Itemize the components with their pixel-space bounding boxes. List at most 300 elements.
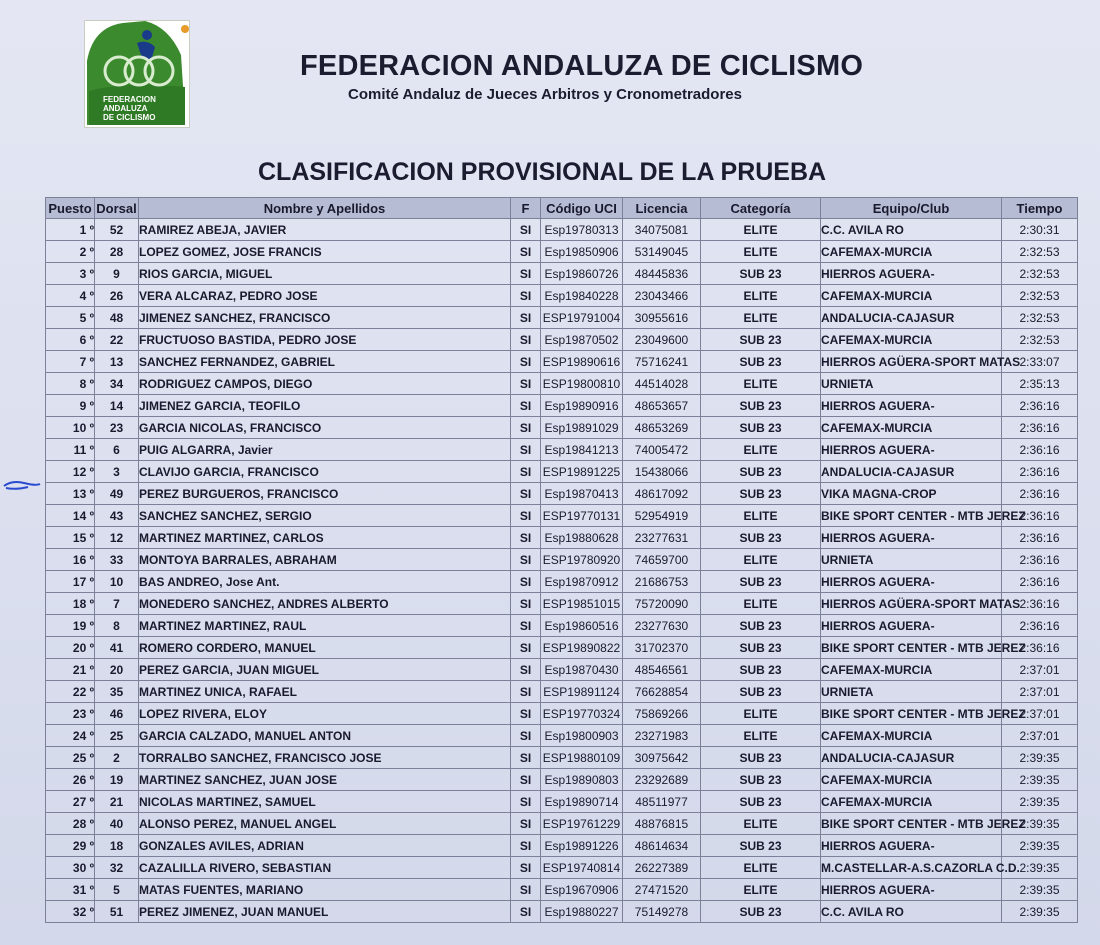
time-cell: 2:32:53 bbox=[1002, 241, 1078, 263]
uci-code-cell: Esp19840228 bbox=[541, 285, 623, 307]
f-cell: SI bbox=[511, 241, 541, 263]
dorsal-cell: 2 bbox=[95, 747, 139, 769]
f-cell: SI bbox=[511, 659, 541, 681]
license-cell: 76628854 bbox=[623, 681, 701, 703]
table-row bbox=[46, 571, 1078, 593]
team-cell: CAFEMAX-MURCIA bbox=[821, 417, 1002, 439]
col-dorsal: Dorsal bbox=[95, 198, 139, 219]
category-cell: SUB 23 bbox=[701, 329, 821, 351]
category-cell: ELITE bbox=[701, 241, 821, 263]
dorsal-cell: 5 bbox=[95, 879, 139, 901]
table-row bbox=[46, 681, 1078, 703]
team-cell: HIERROS AGUERA- bbox=[821, 571, 1002, 593]
position-cell: 9 º bbox=[46, 395, 95, 417]
dorsal-cell: 3 bbox=[95, 461, 139, 483]
position-cell: 28 º bbox=[46, 813, 95, 835]
license-cell: 74659700 bbox=[623, 549, 701, 571]
rider-name-cell: ROMERO CORDERO, MANUEL bbox=[139, 637, 511, 659]
uci-code-cell: ESP19890616 bbox=[541, 351, 623, 373]
position-cell: 2 º bbox=[46, 241, 95, 263]
f-cell: SI bbox=[511, 219, 541, 241]
table-row bbox=[46, 241, 1078, 263]
table-row bbox=[46, 307, 1078, 329]
position-cell: 27 º bbox=[46, 791, 95, 813]
table-row bbox=[46, 835, 1078, 857]
position-cell: 25 º bbox=[46, 747, 95, 769]
team-cell: CAFEMAX-MURCIA bbox=[821, 241, 1002, 263]
uci-code-cell: ESP19880109 bbox=[541, 747, 623, 769]
f-cell: SI bbox=[511, 769, 541, 791]
uci-code-cell: Esp19850906 bbox=[541, 241, 623, 263]
f-cell: SI bbox=[511, 351, 541, 373]
license-cell: 23292689 bbox=[623, 769, 701, 791]
committee-subtitle: Comité Andaluz de Jueces Arbitros y Cronometradores bbox=[348, 86, 742, 103]
federation-logo bbox=[84, 20, 190, 128]
table-row bbox=[46, 879, 1078, 901]
f-cell: SI bbox=[511, 505, 541, 527]
uci-code-cell: Esp19860516 bbox=[541, 615, 623, 637]
uci-code-cell: Esp19870502 bbox=[541, 329, 623, 351]
table-row bbox=[46, 901, 1078, 923]
time-cell: 2:39:35 bbox=[1002, 747, 1078, 769]
dorsal-cell: 10 bbox=[95, 571, 139, 593]
rider-name-cell: PEREZ GARCIA, JUAN MIGUEL bbox=[139, 659, 511, 681]
table-row bbox=[46, 329, 1078, 351]
team-cell: CAFEMAX-MURCIA bbox=[821, 659, 1002, 681]
table-row bbox=[46, 439, 1078, 461]
time-cell: 2:36:16 bbox=[1002, 527, 1078, 549]
rider-name-cell: PEREZ BURGUEROS, FRANCISCO bbox=[139, 483, 511, 505]
f-cell: SI bbox=[511, 395, 541, 417]
team-cell: HIERROS AGUERA- bbox=[821, 395, 1002, 417]
team-cell: HIERROS AGÜERA-SPORT MATAS bbox=[821, 593, 1002, 615]
time-cell: 2:32:53 bbox=[1002, 263, 1078, 285]
team-cell: BIKE SPORT CENTER - MTB JEREZ bbox=[821, 505, 1002, 527]
dorsal-cell: 13 bbox=[95, 351, 139, 373]
license-cell: 75720090 bbox=[623, 593, 701, 615]
table-row bbox=[46, 219, 1078, 241]
uci-code-cell: Esp19800903 bbox=[541, 725, 623, 747]
time-cell: 2:37:01 bbox=[1002, 703, 1078, 725]
dorsal-cell: 26 bbox=[95, 285, 139, 307]
time-cell: 2:36:16 bbox=[1002, 417, 1078, 439]
team-cell: CAFEMAX-MURCIA bbox=[821, 285, 1002, 307]
col-f: F bbox=[511, 198, 541, 219]
f-cell: SI bbox=[511, 439, 541, 461]
license-cell: 48653657 bbox=[623, 395, 701, 417]
rider-name-cell: VERA ALCARAZ, PEDRO JOSE bbox=[139, 285, 511, 307]
col-nombre: Nombre y Apellidos bbox=[139, 198, 511, 219]
license-cell: 31702370 bbox=[623, 637, 701, 659]
rider-name-cell: MARTINEZ SANCHEZ, JUAN JOSE bbox=[139, 769, 511, 791]
time-cell: 2:36:16 bbox=[1002, 593, 1078, 615]
f-cell: SI bbox=[511, 703, 541, 725]
team-cell: BIKE SPORT CENTER - MTB JEREZ bbox=[821, 703, 1002, 725]
rider-name-cell: TORRALBO SANCHEZ, FRANCISCO JOSE bbox=[139, 747, 511, 769]
rider-name-cell: CAZALILLA RIVERO, SEBASTIAN bbox=[139, 857, 511, 879]
dorsal-cell: 40 bbox=[95, 813, 139, 835]
uci-code-cell: ESP19800810 bbox=[541, 373, 623, 395]
time-cell: 2:36:16 bbox=[1002, 483, 1078, 505]
f-cell: SI bbox=[511, 263, 541, 285]
dorsal-cell: 25 bbox=[95, 725, 139, 747]
time-cell: 2:32:53 bbox=[1002, 307, 1078, 329]
time-cell: 2:39:35 bbox=[1002, 857, 1078, 879]
time-cell: 2:39:35 bbox=[1002, 835, 1078, 857]
team-cell: BIKE SPORT CENTER - MTB JEREZ bbox=[821, 813, 1002, 835]
position-cell: 13 º bbox=[46, 483, 95, 505]
dorsal-cell: 6 bbox=[95, 439, 139, 461]
f-cell: SI bbox=[511, 791, 541, 813]
uci-code-cell: Esp19890803 bbox=[541, 769, 623, 791]
dorsal-cell: 23 bbox=[95, 417, 139, 439]
time-cell: 2:37:01 bbox=[1002, 681, 1078, 703]
dorsal-cell: 9 bbox=[95, 263, 139, 285]
federation-title: FEDERACION ANDALUZA DE CICLISMO bbox=[300, 50, 864, 82]
time-cell: 2:39:35 bbox=[1002, 879, 1078, 901]
team-cell: HIERROS AGUERA- bbox=[821, 527, 1002, 549]
team-cell: ANDALUCIA-CAJASUR bbox=[821, 461, 1002, 483]
dorsal-cell: 48 bbox=[95, 307, 139, 329]
license-cell: 21686753 bbox=[623, 571, 701, 593]
rider-name-cell: GARCIA NICOLAS, FRANCISCO bbox=[139, 417, 511, 439]
dorsal-cell: 49 bbox=[95, 483, 139, 505]
license-cell: 30975642 bbox=[623, 747, 701, 769]
license-cell: 44514028 bbox=[623, 373, 701, 395]
time-cell: 2:39:35 bbox=[1002, 813, 1078, 835]
position-cell: 31 º bbox=[46, 879, 95, 901]
category-cell: ELITE bbox=[701, 549, 821, 571]
license-cell: 48445836 bbox=[623, 263, 701, 285]
license-cell: 48876815 bbox=[623, 813, 701, 835]
table-row bbox=[46, 285, 1078, 307]
table-row bbox=[46, 813, 1078, 835]
table-row bbox=[46, 263, 1078, 285]
team-cell: M.CASTELLAR-A.S.CAZORLA C.D. bbox=[821, 857, 1002, 879]
team-cell: CAFEMAX-MURCIA bbox=[821, 769, 1002, 791]
time-cell: 2:36:16 bbox=[1002, 439, 1078, 461]
dorsal-cell: 19 bbox=[95, 769, 139, 791]
classification-heading: CLASIFICACION PROVISIONAL DE LA PRUEBA bbox=[258, 158, 827, 186]
license-cell: 23277631 bbox=[623, 527, 701, 549]
f-cell: SI bbox=[511, 857, 541, 879]
license-cell: 48617092 bbox=[623, 483, 701, 505]
category-cell: SUB 23 bbox=[701, 637, 821, 659]
rider-name-cell: PUIG ALGARRA, Javier bbox=[139, 439, 511, 461]
uci-code-cell: Esp19780313 bbox=[541, 219, 623, 241]
category-cell: SUB 23 bbox=[701, 263, 821, 285]
license-cell: 34075081 bbox=[623, 219, 701, 241]
uci-code-cell: Esp19891226 bbox=[541, 835, 623, 857]
table-row bbox=[46, 593, 1078, 615]
position-cell: 30 º bbox=[46, 857, 95, 879]
category-cell: ELITE bbox=[701, 703, 821, 725]
category-cell: SUB 23 bbox=[701, 571, 821, 593]
category-cell: ELITE bbox=[701, 307, 821, 329]
table-row bbox=[46, 527, 1078, 549]
time-cell: 2:36:16 bbox=[1002, 395, 1078, 417]
rider-name-cell: SANCHEZ SANCHEZ, SERGIO bbox=[139, 505, 511, 527]
col-categoria: Categoría bbox=[701, 198, 821, 219]
position-cell: 26 º bbox=[46, 769, 95, 791]
position-cell: 22 º bbox=[46, 681, 95, 703]
time-cell: 2:30:31 bbox=[1002, 219, 1078, 241]
uci-code-cell: Esp19891029 bbox=[541, 417, 623, 439]
table-row bbox=[46, 703, 1078, 725]
category-cell: SUB 23 bbox=[701, 527, 821, 549]
category-cell: SUB 23 bbox=[701, 681, 821, 703]
uci-code-cell: ESP19740814 bbox=[541, 857, 623, 879]
rider-name-cell: MONTOYA BARRALES, ABRAHAM bbox=[139, 549, 511, 571]
uci-code-cell: ESP19770324 bbox=[541, 703, 623, 725]
time-cell: 2:36:16 bbox=[1002, 461, 1078, 483]
rider-name-cell: CLAVIJO GARCIA, FRANCISCO bbox=[139, 461, 511, 483]
category-cell: ELITE bbox=[701, 219, 821, 241]
time-cell: 2:37:01 bbox=[1002, 659, 1078, 681]
position-cell: 19 º bbox=[46, 615, 95, 637]
team-cell: HIERROS AGUERA- bbox=[821, 263, 1002, 285]
pen-mark-icon bbox=[2, 478, 42, 492]
license-cell: 23271983 bbox=[623, 725, 701, 747]
results-table bbox=[45, 197, 1078, 923]
category-cell: ELITE bbox=[701, 505, 821, 527]
logo-lettering: FEDERACION ANDALUZA DE CICLISMO bbox=[103, 95, 156, 122]
position-cell: 32 º bbox=[46, 901, 95, 923]
dorsal-cell: 12 bbox=[95, 527, 139, 549]
table-row bbox=[46, 747, 1078, 769]
position-cell: 10 º bbox=[46, 417, 95, 439]
category-cell: SUB 23 bbox=[701, 615, 821, 637]
uci-code-cell: ESP19761229 bbox=[541, 813, 623, 835]
f-cell: SI bbox=[511, 285, 541, 307]
position-cell: 5 º bbox=[46, 307, 95, 329]
rider-name-cell: MATAS FUENTES, MARIANO bbox=[139, 879, 511, 901]
rider-name-cell: NICOLAS MARTINEZ, SAMUEL bbox=[139, 791, 511, 813]
dorsal-cell: 52 bbox=[95, 219, 139, 241]
category-cell: SUB 23 bbox=[701, 747, 821, 769]
rider-name-cell: MARTINEZ MARTINEZ, CARLOS bbox=[139, 527, 511, 549]
uci-code-cell: Esp19880227 bbox=[541, 901, 623, 923]
uci-code-cell: ESP19851015 bbox=[541, 593, 623, 615]
license-cell: 48653269 bbox=[623, 417, 701, 439]
col-tiempo: Tiempo bbox=[1002, 198, 1078, 219]
time-cell: 2:37:01 bbox=[1002, 725, 1078, 747]
table-row bbox=[46, 637, 1078, 659]
license-cell: 26227389 bbox=[623, 857, 701, 879]
dorsal-cell: 7 bbox=[95, 593, 139, 615]
uci-code-cell: Esp19880628 bbox=[541, 527, 623, 549]
rider-name-cell: GONZALES AVILES, ADRIAN bbox=[139, 835, 511, 857]
uci-code-cell: ESP19891225 bbox=[541, 461, 623, 483]
uci-code-cell: ESP19780920 bbox=[541, 549, 623, 571]
position-cell: 4 º bbox=[46, 285, 95, 307]
f-cell: SI bbox=[511, 461, 541, 483]
position-cell: 29 º bbox=[46, 835, 95, 857]
position-cell: 23 º bbox=[46, 703, 95, 725]
team-cell: HIERROS AGÜERA-SPORT MATAS bbox=[821, 351, 1002, 373]
f-cell: SI bbox=[511, 835, 541, 857]
time-cell: 2:32:53 bbox=[1002, 285, 1078, 307]
f-cell: SI bbox=[511, 571, 541, 593]
table-header-row bbox=[46, 198, 1078, 219]
team-cell: C.C. AVILA RO bbox=[821, 901, 1002, 923]
dorsal-cell: 33 bbox=[95, 549, 139, 571]
results-body bbox=[46, 219, 1078, 923]
time-cell: 2:33:07 bbox=[1002, 351, 1078, 373]
category-cell: SUB 23 bbox=[701, 901, 821, 923]
uci-code-cell: Esp19870413 bbox=[541, 483, 623, 505]
rider-name-cell: LOPEZ GOMEZ, JOSE FRANCIS bbox=[139, 241, 511, 263]
dorsal-cell: 51 bbox=[95, 901, 139, 923]
table-row bbox=[46, 615, 1078, 637]
position-cell: 16 º bbox=[46, 549, 95, 571]
f-cell: SI bbox=[511, 901, 541, 923]
category-cell: ELITE bbox=[701, 879, 821, 901]
f-cell: SI bbox=[511, 307, 541, 329]
position-cell: 20 º bbox=[46, 637, 95, 659]
dorsal-cell: 34 bbox=[95, 373, 139, 395]
dorsal-cell: 28 bbox=[95, 241, 139, 263]
dorsal-cell: 8 bbox=[95, 615, 139, 637]
time-cell: 2:39:35 bbox=[1002, 791, 1078, 813]
position-cell: 15 º bbox=[46, 527, 95, 549]
license-cell: 48546561 bbox=[623, 659, 701, 681]
dorsal-cell: 18 bbox=[95, 835, 139, 857]
dorsal-cell: 41 bbox=[95, 637, 139, 659]
table-row bbox=[46, 505, 1078, 527]
uci-code-cell: ESP19890822 bbox=[541, 637, 623, 659]
position-cell: 1 º bbox=[46, 219, 95, 241]
time-cell: 2:35:13 bbox=[1002, 373, 1078, 395]
category-cell: SUB 23 bbox=[701, 461, 821, 483]
uci-code-cell: Esp19870912 bbox=[541, 571, 623, 593]
position-cell: 12 º bbox=[46, 461, 95, 483]
dorsal-cell: 43 bbox=[95, 505, 139, 527]
license-cell: 75869266 bbox=[623, 703, 701, 725]
dorsal-cell: 14 bbox=[95, 395, 139, 417]
uci-code-cell: Esp19890916 bbox=[541, 395, 623, 417]
license-cell: 23043466 bbox=[623, 285, 701, 307]
category-cell: ELITE bbox=[701, 725, 821, 747]
f-cell: SI bbox=[511, 637, 541, 659]
dorsal-cell: 46 bbox=[95, 703, 139, 725]
dorsal-cell: 20 bbox=[95, 659, 139, 681]
uci-code-cell: Esp19841213 bbox=[541, 439, 623, 461]
license-cell: 23277630 bbox=[623, 615, 701, 637]
license-cell: 75716241 bbox=[623, 351, 701, 373]
time-cell: 2:36:16 bbox=[1002, 505, 1078, 527]
category-cell: SUB 23 bbox=[701, 659, 821, 681]
team-cell: HIERROS AGUERA- bbox=[821, 879, 1002, 901]
position-cell: 24 º bbox=[46, 725, 95, 747]
dorsal-cell: 21 bbox=[95, 791, 139, 813]
f-cell: SI bbox=[511, 681, 541, 703]
team-cell: URNIETA bbox=[821, 373, 1002, 395]
table-row bbox=[46, 857, 1078, 879]
position-cell: 8 º bbox=[46, 373, 95, 395]
f-cell: SI bbox=[511, 329, 541, 351]
category-cell: ELITE bbox=[701, 593, 821, 615]
uci-code-cell: ESP19891124 bbox=[541, 681, 623, 703]
category-cell: SUB 23 bbox=[701, 769, 821, 791]
f-cell: SI bbox=[511, 527, 541, 549]
f-cell: SI bbox=[511, 549, 541, 571]
team-cell: HIERROS AGUERA- bbox=[821, 615, 1002, 637]
license-cell: 48511977 bbox=[623, 791, 701, 813]
table-row bbox=[46, 769, 1078, 791]
time-cell: 2:39:35 bbox=[1002, 901, 1078, 923]
f-cell: SI bbox=[511, 593, 541, 615]
time-cell: 2:32:53 bbox=[1002, 329, 1078, 351]
rider-name-cell: RIOS GARCIA, MIGUEL bbox=[139, 263, 511, 285]
position-cell: 11 º bbox=[46, 439, 95, 461]
team-cell: BIKE SPORT CENTER - MTB JEREZ bbox=[821, 637, 1002, 659]
rider-name-cell: RAMIREZ ABEJA, JAVIER bbox=[139, 219, 511, 241]
position-cell: 14 º bbox=[46, 505, 95, 527]
category-cell: ELITE bbox=[701, 439, 821, 461]
f-cell: SI bbox=[511, 879, 541, 901]
position-cell: 18 º bbox=[46, 593, 95, 615]
uci-code-cell: ESP19791004 bbox=[541, 307, 623, 329]
dorsal-cell: 32 bbox=[95, 857, 139, 879]
rider-name-cell: BAS ANDREO, Jose Ant. bbox=[139, 571, 511, 593]
category-cell: ELITE bbox=[701, 285, 821, 307]
category-cell: SUB 23 bbox=[701, 835, 821, 857]
team-cell: C.C. AVILA RO bbox=[821, 219, 1002, 241]
category-cell: SUB 23 bbox=[701, 395, 821, 417]
license-cell: 53149045 bbox=[623, 241, 701, 263]
f-cell: SI bbox=[511, 483, 541, 505]
category-cell: SUB 23 bbox=[701, 483, 821, 505]
col-licencia: Licencia bbox=[623, 198, 701, 219]
license-cell: 52954919 bbox=[623, 505, 701, 527]
col-equipo: Equipo/Club bbox=[821, 198, 1002, 219]
license-cell: 75149278 bbox=[623, 901, 701, 923]
team-cell: CAFEMAX-MURCIA bbox=[821, 791, 1002, 813]
rider-name-cell: MARTINEZ UNICA, RAFAEL bbox=[139, 681, 511, 703]
position-cell: 7 º bbox=[46, 351, 95, 373]
f-cell: SI bbox=[511, 417, 541, 439]
table-row bbox=[46, 373, 1078, 395]
table-row bbox=[46, 417, 1078, 439]
team-cell: HIERROS AGUERA- bbox=[821, 439, 1002, 461]
team-cell: HIERROS AGUERA- bbox=[821, 835, 1002, 857]
rider-name-cell: SANCHEZ FERNANDEZ, GABRIEL bbox=[139, 351, 511, 373]
team-cell: CAFEMAX-MURCIA bbox=[821, 329, 1002, 351]
license-cell: 48614634 bbox=[623, 835, 701, 857]
rider-name-cell: LOPEZ RIVERA, ELOY bbox=[139, 703, 511, 725]
position-cell: 17 º bbox=[46, 571, 95, 593]
col-puesto: Puesto bbox=[46, 198, 95, 219]
rider-name-cell: JIMENEZ GARCIA, TEOFILO bbox=[139, 395, 511, 417]
position-cell: 6 º bbox=[46, 329, 95, 351]
dorsal-cell: 35 bbox=[95, 681, 139, 703]
category-cell: SUB 23 bbox=[701, 351, 821, 373]
time-cell: 2:36:16 bbox=[1002, 615, 1078, 637]
team-cell: URNIETA bbox=[821, 549, 1002, 571]
uci-code-cell: Esp19670906 bbox=[541, 879, 623, 901]
uci-code-cell: ESP19770131 bbox=[541, 505, 623, 527]
f-cell: SI bbox=[511, 615, 541, 637]
rider-name-cell: ALONSO PEREZ, MANUEL ANGEL bbox=[139, 813, 511, 835]
team-cell: ANDALUCIA-CAJASUR bbox=[821, 747, 1002, 769]
category-cell: ELITE bbox=[701, 373, 821, 395]
rider-name-cell: GARCIA CALZADO, MANUEL ANTON bbox=[139, 725, 511, 747]
table-row bbox=[46, 659, 1078, 681]
category-cell: SUB 23 bbox=[701, 791, 821, 813]
time-cell: 2:36:16 bbox=[1002, 637, 1078, 659]
rider-name-cell: JIMENEZ SANCHEZ, FRANCISCO bbox=[139, 307, 511, 329]
